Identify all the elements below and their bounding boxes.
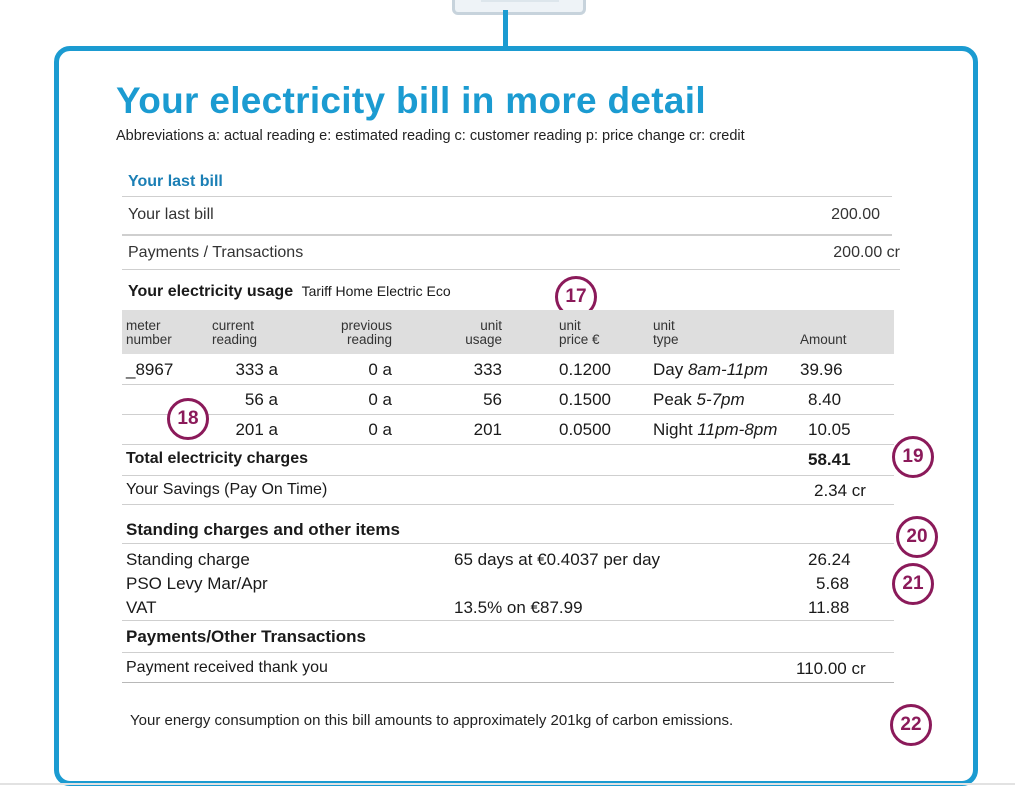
annotation-badge-20: 20 (896, 516, 938, 558)
col-previous-line1: previous (340, 318, 392, 333)
row-amount: 10.05 (808, 420, 851, 439)
col-meter-line2: number (126, 332, 172, 347)
meter-number: _8967 (126, 360, 174, 379)
abbreviations-legend: Abbreviations a: actual reading e: estimated reading c: customer reading p: price change cr: credit (116, 128, 745, 144)
annotation-badge-17: 17 (555, 276, 597, 318)
vat-detail: 13.5% on €87.99 (454, 598, 583, 617)
total-charges-amount: 58.41 (808, 450, 851, 469)
col-meter-line1: meter (126, 318, 161, 333)
col-previous-line2: reading (346, 332, 392, 347)
unit-price: 0.0500 (559, 420, 611, 439)
col-price-line2: price € (559, 332, 600, 347)
standing-charge-detail: 65 days at €0.4037 per day (454, 550, 661, 569)
page-bottom-rule (0, 783, 1015, 785)
col-usage-line2: usage (465, 332, 502, 347)
annotation-badge-21: 21 (892, 563, 934, 605)
savings-label: Your Savings (Pay On Time) (126, 481, 328, 498)
unit-type-name: Night (653, 420, 693, 439)
col-current-line2: reading (212, 332, 258, 347)
standing-charge-label: Standing charge (126, 550, 250, 569)
previous-reading: 0 a (368, 390, 392, 409)
last-bill-heading: Your last bill (128, 173, 223, 190)
standing-charges-heading: Standing charges and other items (126, 520, 400, 539)
unit-type-name: Day (653, 360, 684, 379)
usage-row (122, 415, 894, 445)
annotation-badge-19: 19 (892, 436, 934, 478)
connector-box (452, 0, 586, 15)
unit-type (653, 390, 745, 410)
standing-charges-heading-row (122, 515, 894, 544)
previous-reading: 0 a (368, 360, 392, 379)
usage-row (122, 385, 894, 415)
col-amount-line2: Amount (800, 332, 847, 347)
col-type-line1: unit (653, 318, 675, 333)
unit-usage: 56 (483, 390, 502, 409)
unit-type-time: 5-7pm (696, 390, 745, 409)
unit-usage: 333 (473, 360, 502, 379)
unit-price: 0.1200 (559, 360, 611, 379)
row-amount: 39.96 (800, 360, 843, 379)
payment-received-row (122, 654, 894, 683)
col-price-line1: unit (559, 318, 581, 333)
last-bill-label: Your last bill (128, 206, 214, 223)
payment-received-amount: 110.00 cr (796, 659, 866, 678)
connector-line (503, 10, 508, 50)
unit-type (653, 420, 777, 440)
unit-usage: 201 (473, 420, 502, 439)
savings-amount: 2.34 cr (814, 481, 866, 500)
tariff-name: Tariff Home Electric Eco (301, 283, 451, 299)
last-bill-amount: 200.00 (831, 206, 880, 223)
carbon-emissions-note: Your energy consumption on this bill amounts to approximately 201kg of carbon emissions. (130, 712, 734, 729)
current-reading: 333 a (235, 360, 278, 379)
divider (122, 620, 894, 621)
unit-price: 0.1500 (559, 390, 611, 409)
unit-type-name: Peak (653, 390, 692, 409)
unit-type-time: 11pm-8pm (697, 420, 778, 439)
payments-heading: Payments/Other Transactions (126, 627, 366, 646)
annotation-badge-18: 18 (167, 398, 209, 440)
last-bill-heading-row (122, 168, 892, 197)
current-reading: 201 a (235, 420, 278, 439)
last-bill-row (122, 197, 892, 236)
payment-received-label: Payment received thank you (126, 659, 328, 676)
usage-heading (128, 283, 451, 301)
pso-levy-amount: 5.68 (816, 574, 850, 593)
col-usage-line1: unit (480, 318, 502, 333)
unit-type-time: 8am-11pm (687, 360, 768, 379)
col-amount-line1 (800, 319, 847, 333)
usage-column-headers (122, 310, 894, 354)
usage-row (122, 355, 894, 385)
vat-label: VAT (126, 598, 157, 617)
vat-amount: 11.88 (808, 598, 850, 617)
row-amount: 8.40 (808, 390, 842, 409)
current-reading: 56 a (244, 390, 278, 409)
annotation-badge-22: 22 (890, 704, 932, 746)
col-type-line2: type (653, 332, 679, 347)
standing-charge-amount: 26.24 (808, 550, 851, 569)
savings-row (122, 476, 894, 505)
col-current-line1: current (212, 318, 255, 333)
pso-levy-label: PSO Levy Mar/Apr (126, 574, 268, 593)
usage-heading-label: Your electricity usage (128, 283, 294, 300)
total-charges-row (122, 445, 894, 476)
previous-reading: 0 a (368, 420, 392, 439)
total-charges-label: Total electricity charges (126, 450, 308, 467)
payments-transactions-amount: 200.00 cr (833, 244, 900, 261)
payments-transactions-label: Payments / Transactions (128, 244, 304, 261)
page-title: Your electricity bill in more detail (116, 80, 706, 121)
unit-type (653, 360, 768, 380)
payments-transactions-row (122, 236, 900, 270)
payments-heading-row (122, 622, 894, 653)
